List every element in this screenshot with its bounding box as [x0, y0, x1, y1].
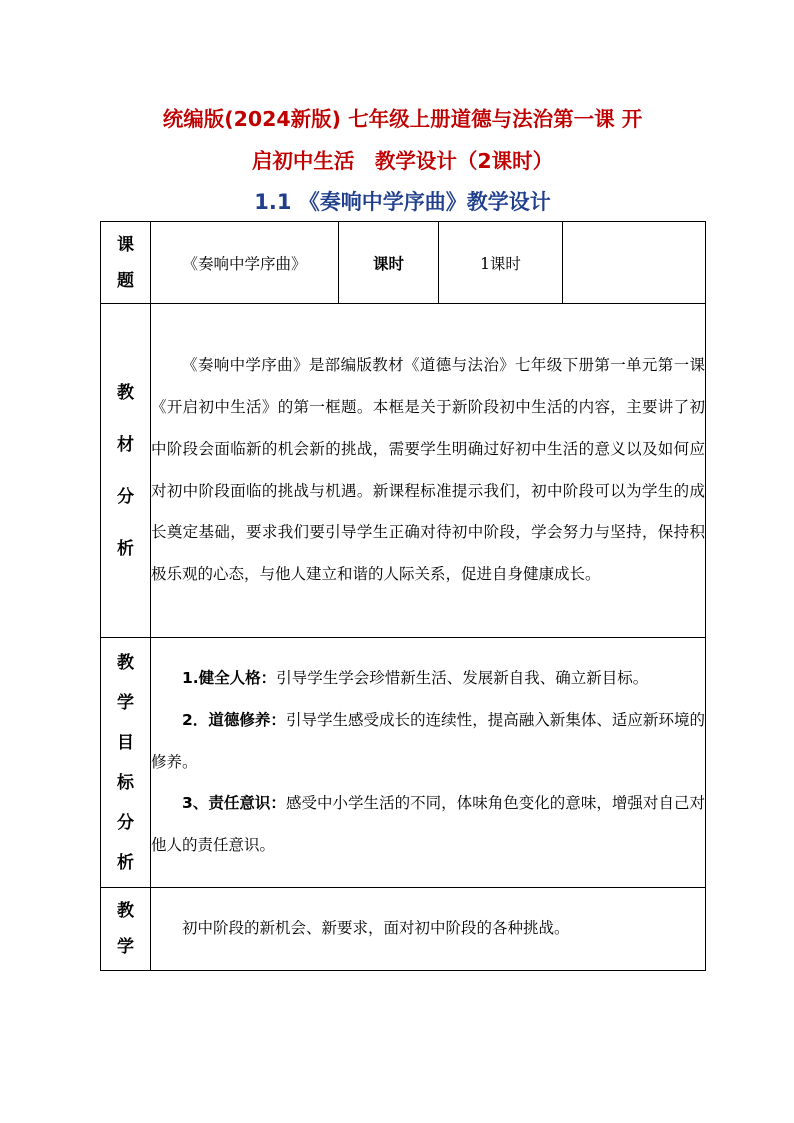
period-value: 1课时 — [439, 222, 563, 304]
topic-value: 《奏响中学序曲》 — [151, 222, 339, 304]
table-row-analysis — [101, 304, 706, 638]
goal-item: 3、责任意识：感受中小学生活的不同，体味角色变化的意味，增强对自己对他人的责任意识。 — [151, 794, 705, 855]
lesson-plan-table — [100, 221, 706, 971]
label-teaching-goals: 教 学 目 标 分 析 — [101, 638, 151, 888]
period-label: 课时 — [339, 222, 439, 304]
table-row-topic — [101, 222, 706, 304]
label-material-analysis: 教 材 分 析 — [101, 304, 151, 638]
table-row-goals — [101, 638, 706, 888]
goal-item: 1.健全人格：引导学生学会珍惜新生活、发展新自我、确立新目标。 — [182, 669, 649, 687]
teaching-goals-text — [151, 638, 706, 888]
label-teaching-focus: 教 学 — [101, 888, 151, 971]
empty-cell — [563, 222, 706, 304]
document-title-line1: 统编版(2024新版) 七年级上册道德与法治第一课 开 — [162, 107, 643, 131]
document-subtitle: 1.1 《奏响中学序曲》教学设计 — [254, 190, 551, 214]
material-analysis-text: 《奏响中学序曲》是部编版教材《道德与法治》七年级下册第一单元第一课《开启初中生活》的第一框题。本框是关于新阶段初中生活的内容，主要讲了初中阶段会面临新的机会新的挑战，需要学生明确过好初中生活的意义以及如何应对初中阶段面临的挑战与机遇。新课程标准提示我们，初中阶段可以为学生的成长奠定基础，要求我们要引导学生正确对待初中阶段，学会努力与坚持，保持积极乐观的心态，与他人建立和谐的人际关系，促进自身健康成长。 — [151, 304, 706, 638]
table-row-focus — [101, 888, 706, 971]
document-title-line2: 启初中生活 教学设计（2课时） — [251, 149, 554, 173]
teaching-focus-text: 初中阶段的新机会、新要求，面对初中阶段的各种挑战。 — [151, 888, 706, 971]
label-topic: 课 题 — [101, 222, 151, 304]
goal-item: 2．道德修养：引导学生感受成长的连续性，提高融入新集体、适应新环境的修养。 — [151, 710, 705, 771]
